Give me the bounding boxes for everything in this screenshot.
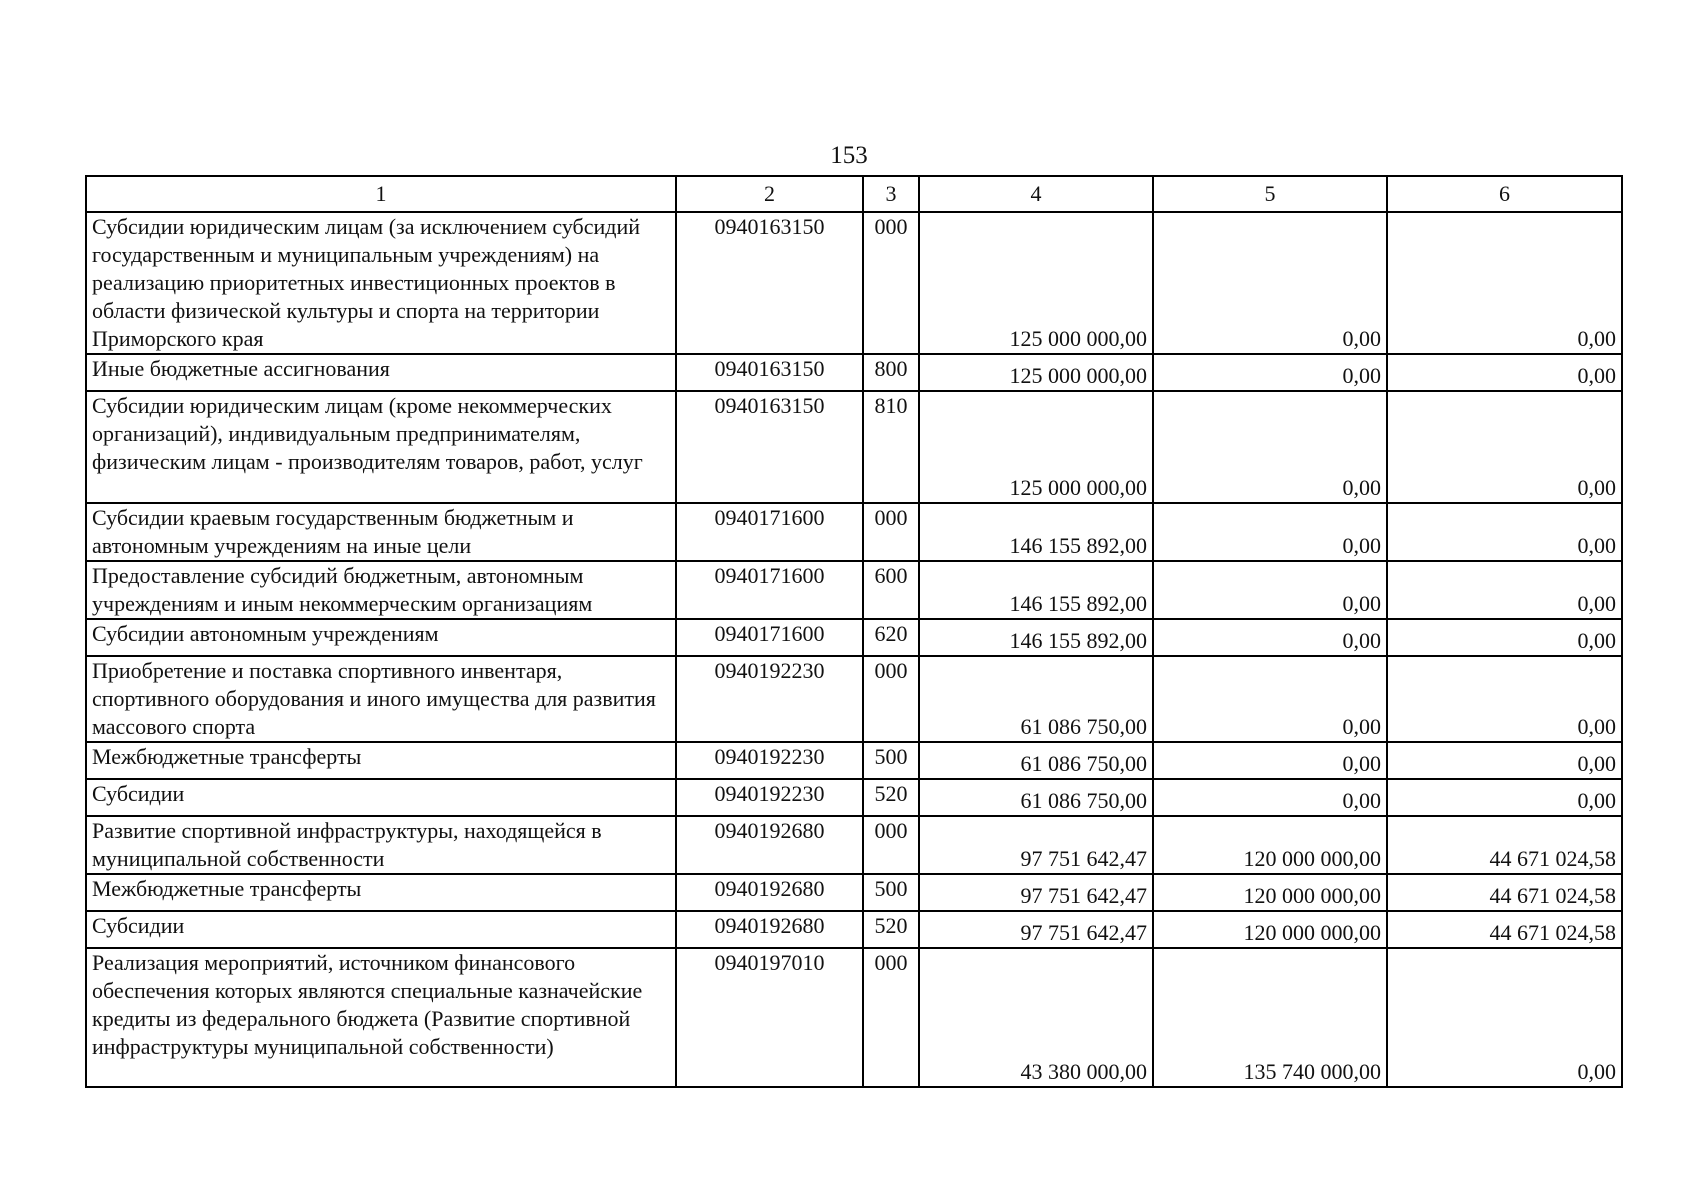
table-row	[86, 561, 1622, 619]
row-amount-col6: 0,00	[1387, 391, 1622, 503]
row-expense-type: 000	[863, 948, 919, 1087]
row-amount-col4: 61 086 750,00	[919, 742, 1153, 779]
row-expense-type: 000	[863, 656, 919, 742]
column-header-2: 2	[676, 176, 863, 212]
row-amount-col5: 0,00	[1153, 742, 1387, 779]
row-code: 0940171600	[676, 619, 863, 656]
row-name: Предоставление субсидий бюджетным, автономным учреждениям и иным некоммерческим организациям	[86, 561, 676, 619]
column-header-5: 5	[1153, 176, 1387, 212]
row-amount-col4: 146 155 892,00	[919, 561, 1153, 619]
row-amount-col4: 97 751 642,47	[919, 816, 1153, 874]
row-amount-col5: 120 000 000,00	[1153, 911, 1387, 948]
row-amount-col5: 0,00	[1153, 212, 1387, 354]
row-name: Субсидии автономным учреждениям	[86, 619, 676, 656]
row-amount-col4: 61 086 750,00	[919, 779, 1153, 816]
row-amount-col4: 146 155 892,00	[919, 503, 1153, 561]
row-amount-col4: 43 380 000,00	[919, 948, 1153, 1087]
table-row	[86, 874, 1622, 911]
row-amount-col5: 0,00	[1153, 779, 1387, 816]
row-amount-col5: 0,00	[1153, 354, 1387, 391]
budget-table	[85, 175, 1623, 1088]
table-row	[86, 354, 1622, 391]
row-code: 0940171600	[676, 561, 863, 619]
row-expense-type: 800	[863, 354, 919, 391]
table-row	[86, 503, 1622, 561]
row-expense-type: 520	[863, 911, 919, 948]
row-amount-col5: 0,00	[1153, 391, 1387, 503]
row-expense-type: 000	[863, 816, 919, 874]
row-name: Межбюджетные трансферты	[86, 742, 676, 779]
column-header-3: 3	[863, 176, 919, 212]
row-expense-type: 520	[863, 779, 919, 816]
row-code: 0940163150	[676, 354, 863, 391]
row-expense-type: 500	[863, 742, 919, 779]
row-amount-col5: 0,00	[1153, 619, 1387, 656]
row-name: Приобретение и поставка спортивного инвентаря, спортивного оборудования и иного имущества для развития массового спорта	[86, 656, 676, 742]
table-row	[86, 619, 1622, 656]
table-row	[86, 911, 1622, 948]
row-amount-col5: 0,00	[1153, 503, 1387, 561]
row-amount-col5: 120 000 000,00	[1153, 874, 1387, 911]
row-amount-col6: 44 671 024,58	[1387, 816, 1622, 874]
table-row	[86, 816, 1622, 874]
row-amount-col5: 0,00	[1153, 656, 1387, 742]
row-expense-type: 620	[863, 619, 919, 656]
row-name: Межбюджетные трансферты	[86, 874, 676, 911]
column-header-6: 6	[1387, 176, 1622, 212]
row-amount-col6: 0,00	[1387, 354, 1622, 391]
table-row	[86, 742, 1622, 779]
row-amount-col5: 0,00	[1153, 561, 1387, 619]
row-code: 0940192680	[676, 911, 863, 948]
row-amount-col6: 44 671 024,58	[1387, 874, 1622, 911]
row-code: 0940163150	[676, 391, 863, 503]
row-code: 0940197010	[676, 948, 863, 1087]
row-name: Развитие спортивной инфраструктуры, находящейся в муниципальной собственности	[86, 816, 676, 874]
row-amount-col6: 0,00	[1387, 656, 1622, 742]
row-expense-type: 810	[863, 391, 919, 503]
row-amount-col6: 0,00	[1387, 742, 1622, 779]
row-name: Субсидии юридическим лицам (за исключением субсидий государственным и муниципальным учреждениям) на реализацию приоритетных инвестиционных проектов в области физической культуры и спорта на территории Приморского края	[86, 212, 676, 354]
table-row	[86, 948, 1622, 1087]
row-code: 0940192680	[676, 816, 863, 874]
row-code: 0940192230	[676, 656, 863, 742]
row-name: Субсидии	[86, 911, 676, 948]
column-header-1: 1	[86, 176, 676, 212]
row-amount-col4: 125 000 000,00	[919, 212, 1153, 354]
row-expense-type: 600	[863, 561, 919, 619]
row-amount-col4: 125 000 000,00	[919, 391, 1153, 503]
table-row	[86, 779, 1622, 816]
row-name: Субсидии юридическим лицам (кроме некоммерческих организаций), индивидуальным предпринимателям, физическим лицам - производителям товаров, работ, услуг	[86, 391, 676, 503]
row-amount-col4: 146 155 892,00	[919, 619, 1153, 656]
row-code: 0940192680	[676, 874, 863, 911]
page-number: 153	[830, 142, 868, 169]
row-amount-col6: 0,00	[1387, 779, 1622, 816]
row-name: Реализация мероприятий, источником финансового обеспечения которых являются специальные казначейские кредиты из федерального бюджета (Развитие спортивной инфраструктуры муниципальной собственности)	[86, 948, 676, 1087]
row-amount-col5: 135 740 000,00	[1153, 948, 1387, 1087]
row-amount-col4: 97 751 642,47	[919, 874, 1153, 911]
column-header-4: 4	[919, 176, 1153, 212]
row-code: 0940192230	[676, 779, 863, 816]
row-amount-col4: 97 751 642,47	[919, 911, 1153, 948]
row-expense-type: 500	[863, 874, 919, 911]
row-name: Иные бюджетные ассигнования	[86, 354, 676, 391]
row-code: 0940192230	[676, 742, 863, 779]
row-amount-col6: 0,00	[1387, 619, 1622, 656]
row-amount-col6: 0,00	[1387, 948, 1622, 1087]
table-row	[86, 212, 1622, 354]
row-name: Субсидии краевым государственным бюджетным и автономным учреждениям на иные цели	[86, 503, 676, 561]
row-amount-col6: 0,00	[1387, 503, 1622, 561]
row-expense-type: 000	[863, 503, 919, 561]
table-row	[86, 391, 1622, 503]
row-amount-col6: 0,00	[1387, 212, 1622, 354]
row-code: 0940163150	[676, 212, 863, 354]
row-expense-type: 000	[863, 212, 919, 354]
row-amount-col4: 125 000 000,00	[919, 354, 1153, 391]
row-code: 0940171600	[676, 503, 863, 561]
row-amount-col5: 120 000 000,00	[1153, 816, 1387, 874]
row-name: Субсидии	[86, 779, 676, 816]
header-row	[86, 176, 1622, 212]
row-amount-col6: 0,00	[1387, 561, 1622, 619]
row-amount-col4: 61 086 750,00	[919, 656, 1153, 742]
row-amount-col6: 44 671 024,58	[1387, 911, 1622, 948]
table-row	[86, 656, 1622, 742]
